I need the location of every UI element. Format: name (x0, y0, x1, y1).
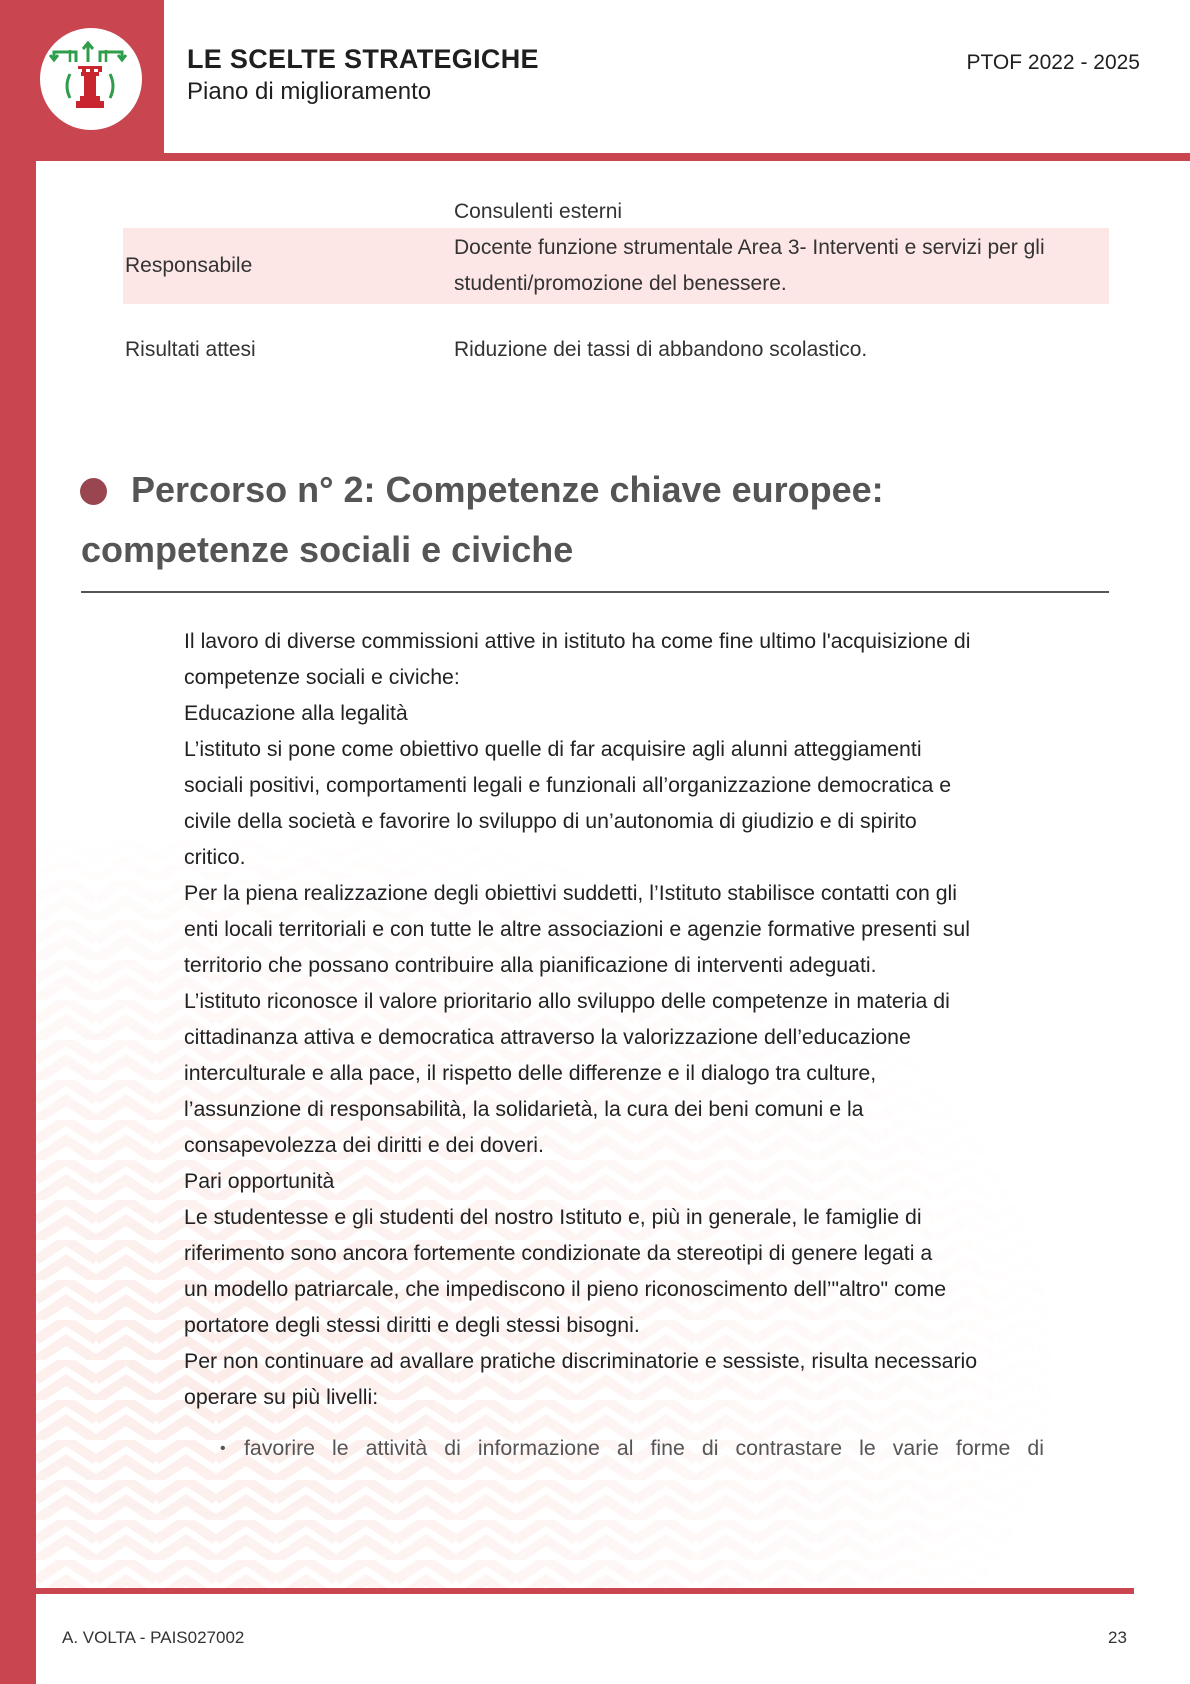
body-line: sociali positivi, comportamenti legali e funzionali all’organizzazione democratica e (184, 773, 952, 797)
row-value-line: Docente funzione strumentale Area 3- Interventi e servizi per gli (454, 236, 1045, 259)
table-row (123, 190, 1109, 228)
subheading-pari-opportunita: Pari opportunità (184, 1169, 335, 1193)
section-title-line: competenze sociali e civiche (81, 529, 574, 570)
row-value (454, 332, 1109, 368)
header-title: LE SCELTE STRATEGICHE (187, 44, 539, 74)
body-line: territorio che possano contribuire alla pianificazione di interventi adeguati. (184, 953, 877, 977)
body-line: riferimento sono ancora fortemente condizionate da stereotipi di genere legati a (184, 1241, 933, 1265)
body-line: operare su più livelli: (184, 1385, 379, 1409)
body-line: Per non continuare ad avallare pratiche discriminatorie e sessiste, risulta necessario (184, 1349, 978, 1373)
body-line: civile della società e favorire lo sviluppo di un’autonomia di giudizio e di spirito (184, 809, 917, 833)
ptof-label: PTOF 2022 - 2025 (966, 51, 1140, 74)
body-line: Il lavoro di diverse commissioni attive in istituto ha come fine ultimo l'acquisizione di (184, 629, 971, 653)
subheading-legalita: Educazione alla legalità (184, 701, 408, 725)
body-text (184, 623, 1084, 1415)
body-line: competenze sociali e civiche: (184, 665, 460, 689)
row-value (454, 230, 1109, 302)
footer-school-code: A. VOLTA - PAIS027002 (62, 1628, 245, 1647)
body-line: enti locali territoriali e con tutte le altre associazioni e agenzie formative presenti sul (184, 917, 971, 941)
list-item (220, 1436, 1044, 1461)
activity-table (123, 190, 1109, 396)
tower-arrows-logo-icon (40, 28, 142, 130)
section-divider (81, 591, 1109, 593)
body-line: consapevolezza dei diritti e dei doveri. (184, 1133, 544, 1157)
body-line: Le studentesse e gli studenti del nostro Istituto e, più in generale, le famiglie di (184, 1205, 922, 1229)
bullet-dot-icon: • (220, 1439, 226, 1457)
table-row-highlighted (123, 228, 1109, 304)
section-title-line: Percorso n° 2: Competenze chiave europee: (131, 469, 884, 510)
body-line: Per la piena realizzazione degli obiettivi suddetti, l’Istituto stabilisce contatti con gli (184, 881, 958, 905)
left-accent-bar (0, 0, 36, 1684)
row-value-line: studenti/promozione del benessere. (454, 272, 787, 295)
body-line: critico. (184, 845, 246, 869)
row-value-line: Consulenti esterni (454, 200, 623, 223)
row-value (454, 190, 1109, 228)
header-divider (36, 153, 1190, 161)
body-line: un modello patriarcale, che impediscono il pieno riconoscimento dell’"altro" come (184, 1277, 947, 1301)
table-row (123, 304, 1109, 396)
body-line: l’assunzione di responsabilità, la solidarietà, la cura dei beni comuni e la (184, 1097, 864, 1121)
page-number: 23 (1108, 1628, 1127, 1647)
header-subtitle: Piano di miglioramento (187, 78, 432, 105)
school-logo (40, 28, 142, 130)
row-label (123, 190, 454, 228)
row-label: Risultati attesi (125, 338, 256, 361)
body-line: L’istituto riconosce il valore prioritario allo sviluppo delle competenze in materia di (184, 989, 950, 1013)
row-value-line: Riduzione dei tassi di abbandono scolastico. (454, 338, 868, 361)
body-line: portatore degli stessi diritti e degli stessi bisogni. (184, 1313, 640, 1337)
body-line: interculturale e alla pace, il rispetto delle differenze e il dialogo tra culture, (184, 1061, 877, 1085)
footer-divider (36, 1588, 1134, 1594)
list-item-text: favorire le attività di informazione al fine di contrastare le varie forme di (244, 1436, 1044, 1460)
section-title (81, 460, 1081, 580)
row-label: Responsabile (125, 254, 253, 277)
body-line: cittadinanza attiva e democratica attraverso la valorizzazione dell’educazione (184, 1025, 911, 1049)
body-line: L’istituto si pone come obiettivo quelle di far acquisire agli alunni atteggiamenti (184, 737, 922, 761)
